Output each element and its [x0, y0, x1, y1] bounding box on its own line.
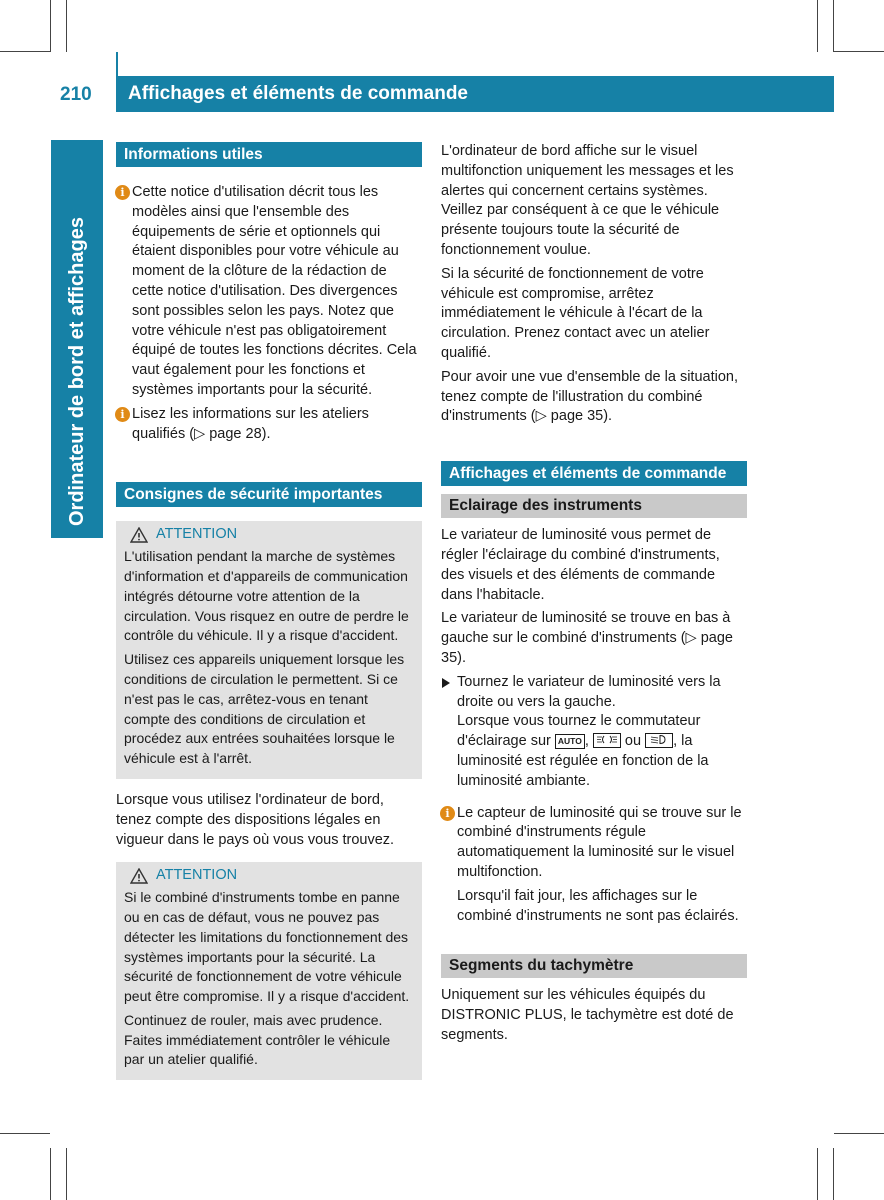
chapter-title: Ordinateur de bord et affichages — [66, 217, 88, 526]
warning-header — [124, 866, 414, 886]
left-column — [116, 142, 422, 1080]
warning-title: ATTENTION — [156, 867, 238, 884]
crop-mark — [833, 0, 834, 52]
crop-mark — [50, 1148, 51, 1200]
body-paragraph: Le variateur de luminosité se trouve en bas à gauche sur le combiné d'instruments (▷ page 35). — [441, 610, 733, 666]
warning-triangle-icon — [130, 527, 148, 543]
parking-lights-icon — [593, 733, 621, 748]
info-icon: i — [115, 185, 130, 200]
crop-mark — [817, 0, 818, 52]
body-paragraph: Lorsque vous utilisez l'ordinateur de bord, tenez compte des dispositions légales en vigueur dans le pays où vous vous trouvez. — [116, 791, 395, 848]
step-text: Tournez le variateur de luminosité vers la droite ou vers la gauche. — [457, 673, 721, 710]
warning-box — [116, 521, 422, 779]
body-paragraph: L'ordinateur de bord affiche sur le visuel multifonction uniquement les messages et les alertes qui concernent certains systèmes. Veillez par conséquent à ce que le véhicule présente toujours toute la sécurité de fonctionnement voulue. — [441, 143, 734, 258]
warning-title: ATTENTION — [156, 526, 238, 543]
chapter-tab — [51, 140, 103, 538]
warning-text: L'utilisation pendant la marche de systèmes d'information et d'appareils de communication intégrés détourne votre attention de la circulation. Vous risquez en outre de perdre le contrôle du véhicule. Il y a risque d'accident. — [124, 548, 409, 644]
crop-mark — [0, 51, 50, 52]
crop-mark — [834, 51, 884, 52]
crop-mark — [833, 1148, 834, 1200]
low-beam-icon — [645, 733, 673, 748]
warning-text: Utilisez ces appareils uniquement lorsque les conditions de circulation le permettent. Si ce n'est pas le cas, arrêtez-vous en tenant compte des conditions de circulation et procédez aux entrées souhaitées lorsque le véhicule est à l'arrêt. — [124, 651, 405, 767]
page-number: 210 — [60, 84, 92, 105]
arrow-step-icon — [442, 678, 450, 688]
info-note — [116, 183, 422, 401]
crop-mark — [66, 0, 67, 52]
crop-mark — [817, 1148, 818, 1200]
section-heading: Affichages et éléments de commande — [441, 461, 747, 486]
page-title: Affichages et éléments de commande — [128, 83, 468, 104]
step-detail: Lorsque vous tournez le commutateur d'éclairage sur AUTO , ou , la luminosité est régulée en fonction de la luminosité ambiante. — [457, 713, 709, 789]
warning-text: Si le combiné d'instruments tombe en panne ou en cas de défaut, vous ne pouvez pas détecter les limitations du fonctionnement des systèmes importants pour la sécurité. La sécurité de fonctionnement de votre véhicule peut être compromise. Il y a risque d'accident. — [124, 889, 410, 1005]
info-text: Lorsqu'il fait jour, les affichages sur le combiné d'instruments ne sont pas éclairés. — [457, 887, 739, 924]
info-icon: i — [440, 806, 455, 821]
subsection-heading: Segments du tachymètre — [441, 954, 747, 978]
body-paragraph: Pour avoir une vue d'ensemble de la situation, tenez compte de l'illustration du combiné d'instruments (▷ page 35). — [441, 368, 738, 425]
warning-text: Continuez de rouler, mais avec prudence. Faites immédiatement contrôler le véhicule par un atelier qualifié. — [124, 1011, 391, 1068]
instruction-step — [441, 673, 747, 792]
info-text: Le capteur de luminosité qui se trouve sur le combiné d'instruments régule automatiquement la luminosité sur le visuel multifonction. — [457, 804, 742, 880]
auto-key-icon: AUTO — [555, 734, 585, 749]
body-paragraph: Si la sécurité de fonctionnement de votre véhicule est compromise, arrêtez immédiatement le véhicule à l'écart de la circulation. Prenez contact avec un atelier qualifié. — [441, 265, 710, 361]
section-heading: Informations utiles — [116, 142, 422, 167]
section-heading: Consignes de sécurité importantes — [116, 482, 422, 507]
info-icon: i — [115, 407, 130, 422]
warning-header — [124, 525, 414, 545]
right-column — [441, 142, 747, 1050]
body-paragraph: Uniquement sur les véhicules équipés du DISTRONIC PLUS, le tachymètre est doté de segments. — [441, 987, 734, 1043]
crop-mark — [66, 1148, 67, 1200]
subsection-heading: Eclairage des instruments — [441, 494, 747, 518]
warning-box — [116, 862, 422, 1080]
info-text: Cette notice d'utilisation décrit tous les modèles ainsi que l'ensemble des équipements de série et optionnels qui étaient disponibles pour votre véhicule au moment de la clôture de la rédaction de cette notice d'utilisation. Des divergences sont possibles selon les pays. Notez que votre véhicule n'est pas obligatoirement équipé de toutes les fonctions décrites. Cela vaut également pour les fonctions et systèmes importants pour la sécurité. — [132, 184, 417, 398]
crop-mark — [834, 1133, 884, 1134]
info-text: Lisez les informations sur les ateliers qualifiés (▷ page 28). — [132, 405, 369, 442]
warning-triangle-icon — [130, 868, 148, 884]
info-note — [441, 804, 747, 927]
crop-mark — [50, 0, 51, 52]
body-paragraph: Le variateur de luminosité vous permet de régler l'éclairage du combiné d'instruments, des visuels et des éléments de commande dans l'habitacle. — [441, 527, 720, 603]
info-note — [116, 405, 422, 445]
crop-mark — [0, 1133, 50, 1134]
